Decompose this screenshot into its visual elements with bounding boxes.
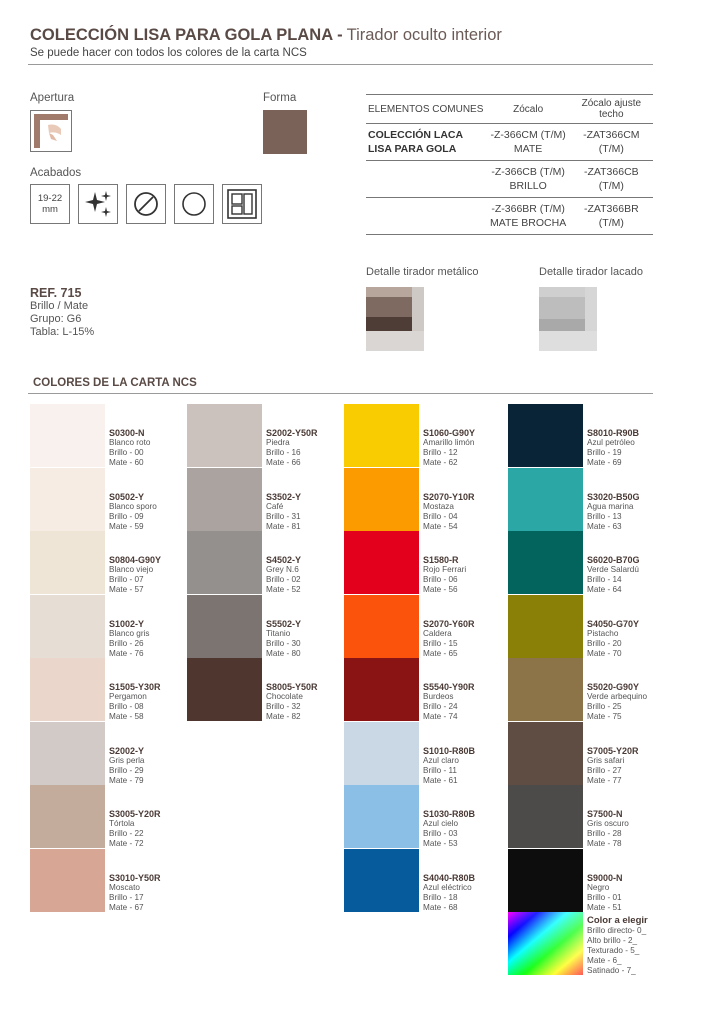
color-name: Moscato bbox=[109, 883, 140, 892]
color-label bbox=[423, 428, 475, 468]
color-mate: Mate - 60 bbox=[109, 458, 144, 467]
color-code: S5502-Y bbox=[266, 619, 302, 629]
color-label bbox=[423, 619, 475, 659]
color-brillo: Brillo - 32 bbox=[266, 702, 301, 711]
color-swatch bbox=[508, 595, 583, 658]
color-swatch bbox=[187, 595, 262, 658]
color-code: S6020-B70G bbox=[587, 555, 640, 565]
color-name: Azul eléctrico bbox=[423, 883, 472, 892]
color-name: Café bbox=[266, 502, 284, 511]
color-label bbox=[423, 746, 475, 786]
color-label bbox=[587, 555, 640, 595]
zocalo-ajuste-cell: -ZAT366BR (T/M) bbox=[570, 198, 653, 235]
color-code: S1030-R80B bbox=[423, 809, 476, 819]
color-code: S0804-G90Y bbox=[109, 555, 162, 565]
color-mate: Mate - 57 bbox=[109, 585, 144, 594]
color-name: Azul cielo bbox=[423, 819, 459, 828]
color-swatch bbox=[508, 468, 583, 531]
color-label bbox=[587, 492, 640, 532]
colors-divider bbox=[28, 393, 653, 394]
color-swatch bbox=[344, 468, 419, 531]
panel-layout-icon bbox=[222, 184, 262, 224]
color-name: Piedra bbox=[266, 438, 290, 447]
color-swatch bbox=[508, 785, 583, 848]
color-label bbox=[587, 619, 639, 659]
color-mate: Mate - 62 bbox=[423, 458, 458, 467]
color-mate: Mate - 70 bbox=[587, 649, 622, 658]
color-code: S9000-N bbox=[587, 873, 623, 883]
color-label bbox=[266, 682, 318, 722]
color-code: S1010-R80B bbox=[423, 746, 476, 756]
zocalo-ajuste-cell: -ZAT366CB (T/M) bbox=[570, 161, 653, 198]
color-name: Grey N.6 bbox=[266, 565, 299, 574]
color-brillo: Brillo - 01 bbox=[587, 893, 622, 902]
color-code: S4502-Y bbox=[266, 555, 302, 565]
color-code: S1580-R bbox=[423, 555, 459, 565]
color-code: S0300-N bbox=[109, 428, 145, 438]
color-swatch bbox=[30, 722, 105, 785]
color-brillo: Brillo - 11 bbox=[423, 766, 457, 775]
color-label bbox=[109, 746, 145, 786]
color-swatch bbox=[344, 722, 419, 785]
color-name: Chocolate bbox=[266, 692, 303, 701]
colors-section-title: COLORES DE LA CARTA NCS bbox=[33, 377, 197, 389]
header-zocalo-ajuste: Zócalo ajuste techo bbox=[570, 95, 653, 124]
detail-metal-image bbox=[366, 287, 424, 351]
color-label bbox=[109, 492, 157, 532]
color-brillo: Brillo - 03 bbox=[423, 829, 458, 838]
custom-finish-line: Brillo directo- 0_ bbox=[587, 926, 647, 935]
color-mate: Mate - 69 bbox=[587, 458, 622, 467]
title-separator: - bbox=[337, 26, 343, 44]
custom-color-label bbox=[587, 916, 648, 976]
color-mate: Mate - 59 bbox=[109, 522, 144, 531]
color-label bbox=[587, 746, 639, 786]
color-mate: Mate - 79 bbox=[109, 776, 144, 785]
color-brillo: Brillo - 25 bbox=[587, 702, 622, 711]
color-name: Blanco roto bbox=[109, 438, 151, 447]
color-brillo: Brillo - 18 bbox=[423, 893, 458, 902]
color-code: S1002-Y bbox=[109, 619, 145, 629]
zocalo-cell: -Z-366BR (T/M) MATE BROCHA bbox=[487, 198, 570, 235]
color-name: Titanio bbox=[266, 629, 291, 638]
color-swatch bbox=[508, 531, 583, 594]
color-swatch bbox=[344, 531, 419, 594]
color-label bbox=[109, 682, 161, 722]
thickness-icon bbox=[30, 184, 70, 224]
color-name: Azul petróleo bbox=[587, 438, 635, 447]
color-code: S5540-Y90R bbox=[423, 682, 475, 692]
round-finish-icon bbox=[174, 184, 214, 224]
color-swatch bbox=[30, 849, 105, 912]
color-label bbox=[423, 555, 466, 595]
color-code: S4040-R80B bbox=[423, 873, 476, 883]
color-mate: Mate - 52 bbox=[266, 585, 301, 594]
color-code: S2002-Y bbox=[109, 746, 145, 756]
page-subtitle: Se puede hacer con todos los colores de la carta NCS bbox=[30, 47, 307, 59]
zocalo-cell: -Z-366CB (T/M) BRILLO bbox=[487, 161, 570, 198]
color-mate: Mate - 66 bbox=[266, 458, 301, 467]
color-code: S2002-Y50R bbox=[266, 428, 318, 438]
color-brillo: Brillo - 04 bbox=[423, 512, 458, 521]
reference-group: Grupo: G6 bbox=[30, 313, 82, 325]
color-code: S0502-Y bbox=[109, 492, 145, 502]
color-label bbox=[423, 492, 475, 532]
color-mate: Mate - 51 bbox=[587, 903, 622, 912]
detail-metal-label: Detalle tirador metálico bbox=[366, 266, 479, 278]
color-code: S1505-Y30R bbox=[109, 682, 161, 692]
color-name: Tórtola bbox=[109, 819, 135, 828]
row-label: COLECCIÓN LACA LISA PARA GOLA bbox=[366, 124, 487, 161]
color-label bbox=[587, 873, 623, 913]
color-brillo: Brillo - 08 bbox=[109, 702, 144, 711]
color-name: Blanco viejo bbox=[109, 565, 154, 574]
color-label bbox=[109, 619, 150, 659]
color-brillo: Brillo - 00 bbox=[109, 448, 144, 457]
color-label bbox=[109, 809, 161, 849]
color-name: Azul claro bbox=[423, 756, 459, 765]
header-zocalo: Zócalo bbox=[487, 95, 570, 124]
color-mate: Mate - 68 bbox=[423, 903, 458, 912]
color-label bbox=[266, 492, 301, 532]
color-name: Mostaza bbox=[423, 502, 454, 511]
table-header-row bbox=[366, 95, 653, 124]
color-label bbox=[266, 619, 301, 659]
color-mate: Mate - 53 bbox=[423, 839, 458, 848]
color-name: Gris oscuro bbox=[587, 819, 629, 828]
color-name: Amarillo limón bbox=[423, 438, 475, 447]
color-mate: Mate - 64 bbox=[587, 585, 622, 594]
color-mate: Mate - 75 bbox=[587, 712, 622, 721]
color-mate: Mate - 74 bbox=[423, 712, 458, 721]
color-label bbox=[587, 809, 629, 849]
title-subtitle: Tirador oculto interior bbox=[346, 26, 502, 44]
color-swatch bbox=[30, 404, 105, 467]
color-mate: Mate - 72 bbox=[109, 839, 144, 848]
color-code: S3502-Y bbox=[266, 492, 302, 502]
color-swatch bbox=[508, 722, 583, 785]
color-swatch bbox=[344, 658, 419, 721]
color-brillo: Brillo - 06 bbox=[423, 575, 458, 584]
color-mate: Mate - 81 bbox=[266, 522, 301, 531]
apertura-icon bbox=[30, 110, 72, 152]
color-label bbox=[423, 873, 475, 913]
zocalo-ajuste-cell: -ZAT366CM (T/M) bbox=[570, 124, 653, 161]
color-brillo: Brillo - 16 bbox=[266, 448, 301, 457]
reference-table: Tabla: L-15% bbox=[30, 326, 95, 338]
color-swatch bbox=[30, 785, 105, 848]
page-title bbox=[30, 26, 502, 45]
color-label bbox=[587, 428, 639, 468]
gloss-sparkle-icon bbox=[78, 184, 118, 224]
color-brillo: Brillo - 14 bbox=[587, 575, 622, 584]
custom-finish-line: Satinado - 7_ bbox=[587, 966, 636, 975]
color-brillo: Brillo - 15 bbox=[423, 639, 458, 648]
color-brillo: Brillo - 30 bbox=[266, 639, 301, 648]
forma-swatch bbox=[263, 110, 307, 154]
color-code: S1060-G90Y bbox=[423, 428, 476, 438]
color-swatch bbox=[508, 404, 583, 467]
color-brillo: Brillo - 20 bbox=[587, 639, 622, 648]
color-brillo: Brillo - 28 bbox=[587, 829, 622, 838]
color-label bbox=[109, 873, 161, 913]
color-label bbox=[423, 809, 475, 849]
color-code: S2070-Y60R bbox=[423, 619, 475, 629]
color-name: Rojo Ferrari bbox=[423, 565, 467, 574]
color-brillo: Brillo - 31 bbox=[266, 512, 301, 521]
color-code: S3010-Y50R bbox=[109, 873, 161, 883]
matte-no-gloss-icon bbox=[126, 184, 166, 224]
color-mate: Mate - 78 bbox=[587, 839, 622, 848]
custom-finish-line: Mate - 6_ bbox=[587, 956, 622, 965]
color-swatch bbox=[344, 404, 419, 467]
reference-code: REF. 715 bbox=[30, 286, 82, 300]
color-swatch bbox=[344, 785, 419, 848]
row-label bbox=[366, 198, 487, 235]
color-mate: Mate - 58 bbox=[109, 712, 144, 721]
color-brillo: Brillo - 22 bbox=[109, 829, 144, 838]
color-label bbox=[109, 555, 161, 595]
common-elements-table bbox=[366, 94, 653, 235]
color-name: Gris perla bbox=[109, 756, 145, 765]
color-brillo: Brillo - 02 bbox=[266, 575, 301, 584]
color-name: Negro bbox=[587, 883, 610, 892]
color-mate: Mate - 76 bbox=[109, 649, 144, 658]
color-name: Gris safari bbox=[587, 756, 625, 765]
color-brillo: Brillo - 07 bbox=[109, 575, 144, 584]
color-name: Blanco sporo bbox=[109, 502, 157, 511]
color-name: Verde Salardú bbox=[587, 565, 639, 574]
color-code: S7005-Y20R bbox=[587, 746, 639, 756]
color-code: S8005-Y50R bbox=[266, 682, 318, 692]
color-brillo: Brillo - 09 bbox=[109, 512, 144, 521]
color-swatch bbox=[508, 658, 583, 721]
custom-finish-line: Alto brillo - 2_ bbox=[587, 936, 638, 945]
custom-color-gradient bbox=[508, 912, 583, 975]
color-mate: Mate - 65 bbox=[423, 649, 458, 658]
color-code: S3020-B50G bbox=[587, 492, 640, 502]
color-mate: Mate - 61 bbox=[423, 776, 458, 785]
row-label bbox=[366, 161, 487, 198]
color-code: S2070-Y10R bbox=[423, 492, 475, 502]
color-mate: Mate - 77 bbox=[587, 776, 622, 785]
color-brillo: Brillo - 24 bbox=[423, 702, 458, 711]
color-label bbox=[109, 428, 150, 468]
color-brillo: Brillo - 26 bbox=[109, 639, 144, 648]
color-code: S3005-Y20R bbox=[109, 809, 161, 819]
color-mate: Mate - 63 bbox=[587, 522, 622, 531]
custom-color-title: Color a elegir bbox=[587, 915, 648, 926]
reference-finish: Brillo / Mate bbox=[30, 300, 89, 312]
thickness-value: 19-22 bbox=[37, 193, 63, 204]
color-swatch bbox=[187, 404, 262, 467]
detail-lacquer-image bbox=[539, 287, 597, 351]
table-row bbox=[366, 161, 653, 198]
reference-block bbox=[30, 286, 94, 339]
color-code: S5020-G90Y bbox=[587, 682, 640, 692]
color-brillo: Brillo - 12 bbox=[423, 448, 458, 457]
color-name: Agua marina bbox=[587, 502, 634, 511]
acabados-label: Acabados bbox=[30, 167, 82, 179]
color-mate: Mate - 54 bbox=[423, 522, 458, 531]
color-swatch bbox=[187, 468, 262, 531]
header-elementos: ELEMENTOS COMUNES bbox=[366, 95, 487, 124]
color-code: S8010-R90B bbox=[587, 428, 640, 438]
zocalo-cell: -Z-366CM (T/M) MATE bbox=[487, 124, 570, 161]
color-name: Verde arbequino bbox=[587, 692, 648, 701]
color-brillo: Brillo - 27 bbox=[587, 766, 622, 775]
apertura-label: Apertura bbox=[30, 92, 75, 104]
custom-finish-line: Texturado - 5_ bbox=[587, 946, 640, 955]
color-brillo: Brillo - 19 bbox=[587, 448, 622, 457]
color-name: Blanco gris bbox=[109, 629, 150, 638]
title-bold: COLECCIÓN LISA PARA GOLA PLANA bbox=[30, 26, 334, 44]
color-swatch bbox=[344, 595, 419, 658]
color-brillo: Brillo - 17 bbox=[109, 893, 144, 902]
thickness-unit: mm bbox=[42, 204, 58, 215]
color-swatch bbox=[508, 849, 583, 912]
color-label bbox=[266, 555, 301, 595]
color-label bbox=[423, 682, 475, 722]
color-mate: Mate - 67 bbox=[109, 903, 144, 912]
color-mate: Mate - 80 bbox=[266, 649, 301, 658]
table-row bbox=[366, 198, 653, 235]
color-swatch bbox=[344, 849, 419, 912]
color-swatch bbox=[30, 468, 105, 531]
forma-label: Forma bbox=[263, 92, 297, 104]
color-label bbox=[266, 428, 318, 468]
color-name: Pergamon bbox=[109, 692, 147, 701]
color-name: Burdeos bbox=[423, 692, 454, 701]
color-name: Caldera bbox=[423, 629, 452, 638]
color-label bbox=[587, 682, 647, 722]
color-swatch bbox=[187, 658, 262, 721]
color-mate: Mate - 56 bbox=[423, 585, 458, 594]
color-swatch bbox=[30, 595, 105, 658]
color-code: S4050-G70Y bbox=[587, 619, 640, 629]
detail-lacquer-label: Detalle tirador lacado bbox=[539, 266, 643, 278]
color-name: Pistacho bbox=[587, 629, 619, 638]
color-swatch bbox=[187, 531, 262, 594]
color-brillo: Brillo - 13 bbox=[587, 512, 622, 521]
color-code: S7500-N bbox=[587, 809, 623, 819]
header-divider bbox=[28, 64, 653, 65]
color-brillo: Brillo - 29 bbox=[109, 766, 144, 775]
color-mate: Mate - 82 bbox=[266, 712, 301, 721]
table-row bbox=[366, 124, 653, 161]
color-swatch bbox=[30, 658, 105, 721]
color-swatch bbox=[30, 531, 105, 594]
